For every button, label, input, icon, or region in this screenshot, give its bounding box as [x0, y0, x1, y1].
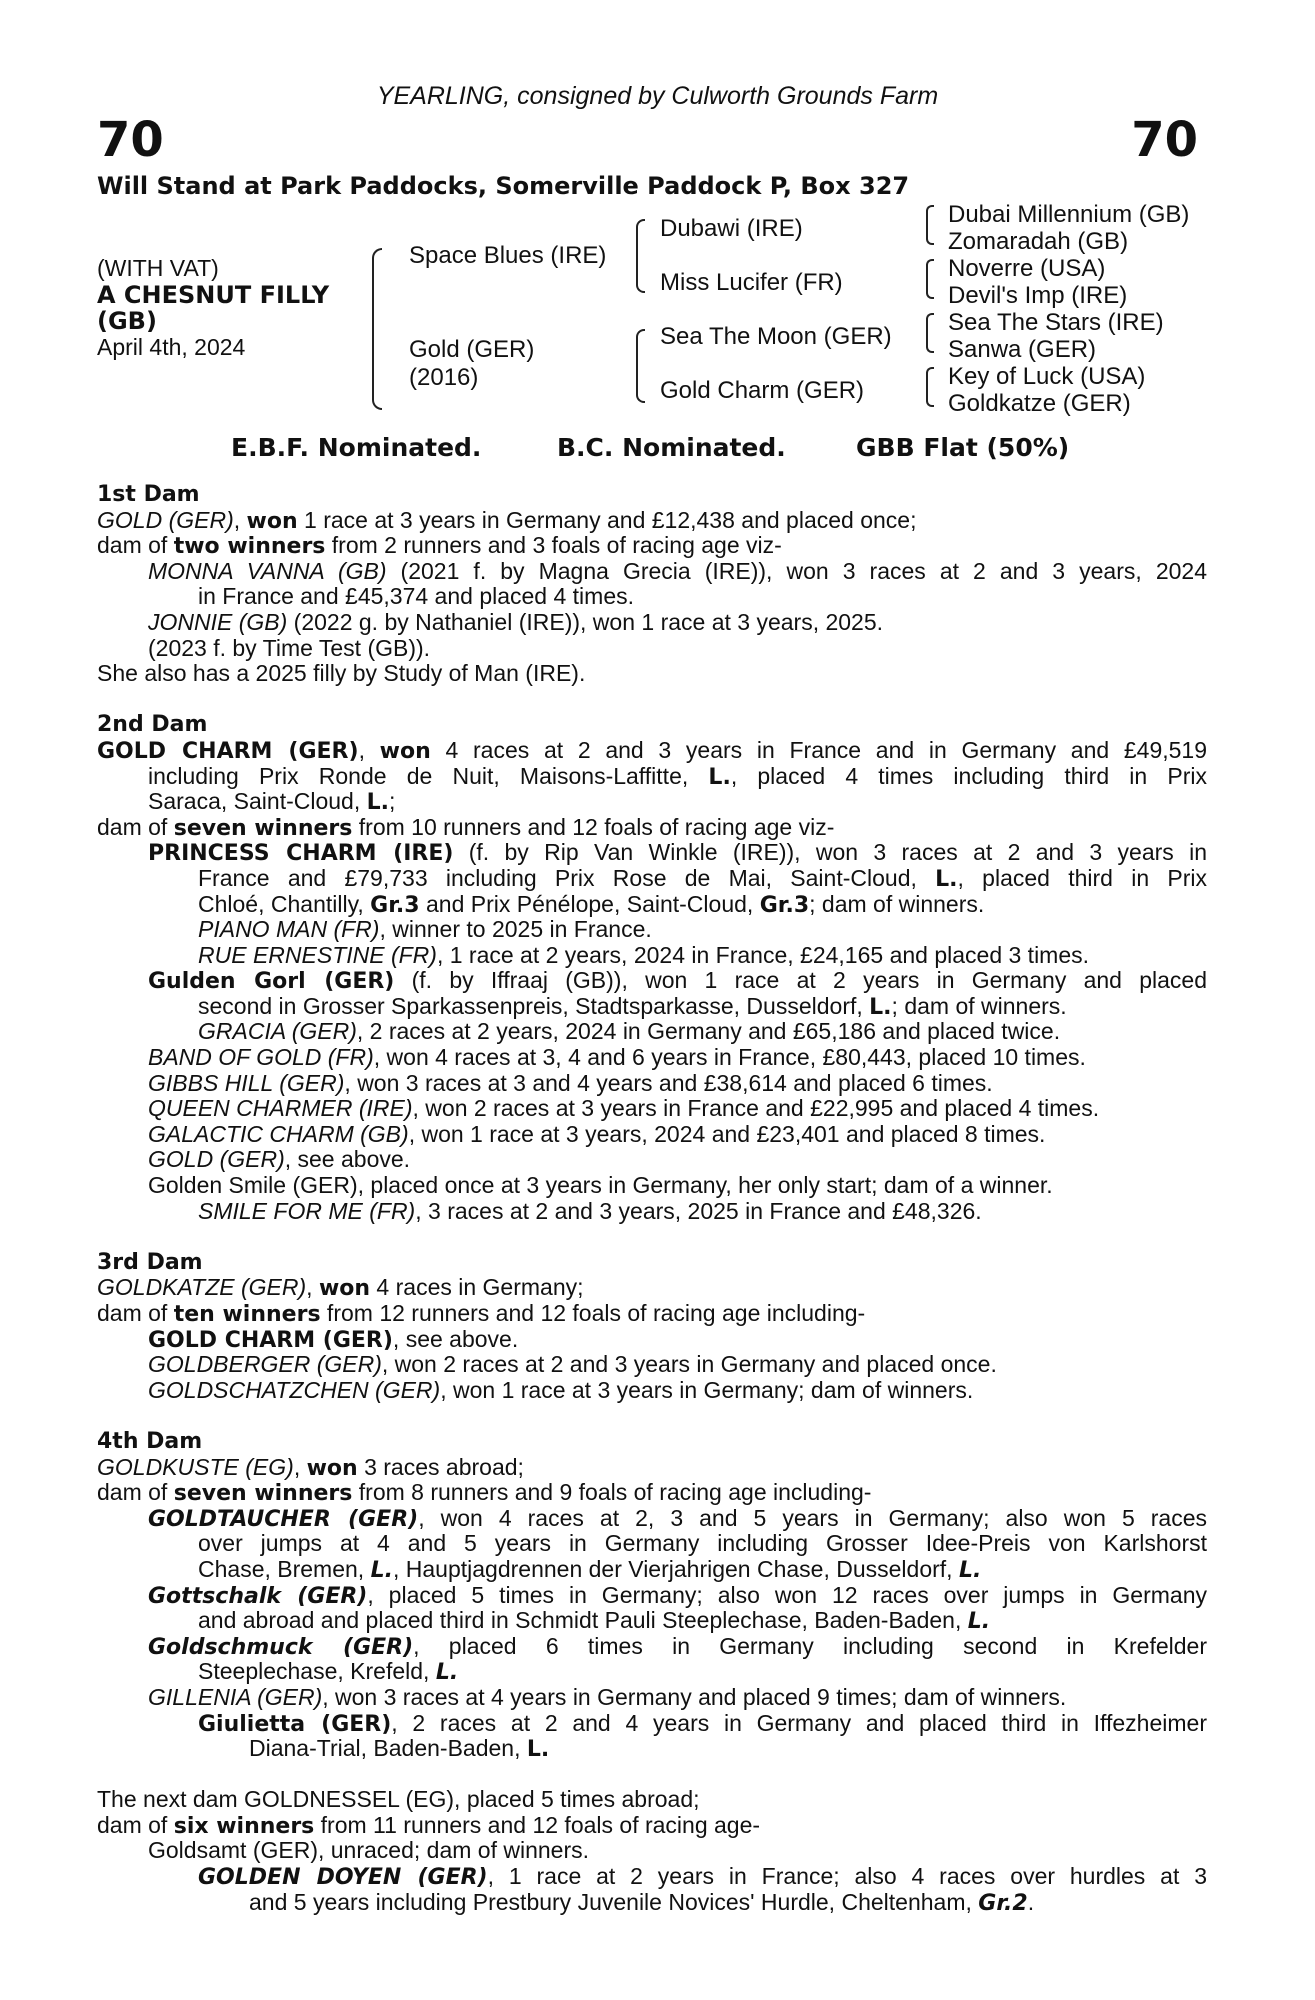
- lot-title-line1: A CHESNUT FILLY: [97, 281, 330, 309]
- record-text: , won 3 races at 4 years in Germany and placed 9 times; dam of winners.: [322, 1683, 1067, 1710]
- record-line: [97, 1122, 1207, 1148]
- record-text: Gr.2: [978, 1890, 1028, 1916]
- record-text: RUE ERNESTINE (FR): [198, 941, 437, 968]
- record-text: Saraca, Saint-Cloud,: [148, 788, 367, 815]
- record-text: GOLDSCHATZCHEN (GER): [148, 1376, 441, 1403]
- record-text: ,: [293, 1453, 307, 1480]
- record-text: dam of: [97, 1300, 174, 1326]
- record-line: [97, 789, 1207, 815]
- pedigree-brace-g4: [926, 367, 934, 407]
- record-text: Gr.3: [370, 892, 420, 918]
- record-line: [97, 636, 1207, 662]
- section-heading: [97, 482, 1207, 508]
- record-text: L.: [708, 764, 731, 790]
- pedigree-g7: Key of Luck (USA): [948, 363, 1146, 390]
- record-line: [97, 1557, 1207, 1583]
- record-text: GOLD CHARM (GER): [97, 738, 359, 764]
- record-line: [97, 1071, 1207, 1097]
- stand-location: Will Stand at Park Paddocks, Somerville Paddock P, Box 327: [97, 172, 910, 200]
- record-line: [97, 1096, 1207, 1122]
- lot-number-right: 70: [1131, 112, 1198, 168]
- record-text: GOLDTAUCHER (GER): [148, 1506, 419, 1532]
- pedigree-g8: Goldkatze (GER): [948, 390, 1131, 417]
- record-text: GOLDKUSTE (EG): [97, 1453, 294, 1480]
- record-text: , placed 5 times in Germany; also won 12 races over jumps in Germany: [367, 1582, 1207, 1608]
- record-line: [97, 1890, 1207, 1916]
- bc-nomination: B.C. Nominated.: [557, 433, 786, 462]
- record-text: 3 races abroad;: [357, 1453, 524, 1480]
- record-text: , won 2 races at 2 and 3 years in Germany and placed once.: [381, 1351, 997, 1378]
- record-line: [97, 1327, 1207, 1353]
- record-text: won: [306, 1455, 358, 1481]
- record-text: from 10 runners and 12 foals of racing age viz-: [352, 813, 835, 840]
- record-line: [97, 738, 1207, 764]
- record-text: , placed 4 times including third in Prix: [730, 763, 1207, 789]
- section-spacer: [97, 687, 1207, 713]
- record-text: , 2 races at 2 and 4 years in Germany and placed third in Iffezheimer: [391, 1710, 1207, 1736]
- record-line: [97, 1199, 1207, 1225]
- lot-number-left: 70: [97, 112, 164, 168]
- record-text: seven winners: [173, 1481, 353, 1507]
- record-line: [97, 1352, 1207, 1378]
- record-line: [97, 1480, 1207, 1506]
- pedigree-dam-year: (2016): [409, 364, 479, 391]
- record-line: [97, 508, 1207, 534]
- record-text: GALACTIC CHARM (GB): [148, 1120, 409, 1147]
- pedigree-sire-dam: Miss Lucifer (FR): [660, 269, 843, 296]
- record-text: dam of: [97, 813, 174, 840]
- record-text: from 8 runners and 9 foals of racing age including-: [352, 1479, 872, 1506]
- record-text: MONNA VANNA (GB): [148, 558, 387, 584]
- record-text: The next dam GOLDNESSEL (EG), placed 5 times abroad;: [97, 1786, 700, 1813]
- record-line: [97, 1019, 1207, 1045]
- record-line: [97, 815, 1207, 841]
- record-text: SMILE FOR ME (FR): [198, 1197, 416, 1224]
- record-text: , won 1 race at 3 years, 2024 and £23,401 and placed 8 times.: [408, 1120, 1046, 1147]
- record-text: 4 races in Germany;: [370, 1274, 584, 1301]
- record-text: PIANO MAN (FR): [198, 916, 380, 943]
- section-heading: [97, 712, 1207, 738]
- pedigree-dam: Gold (GER): [409, 336, 535, 363]
- section-spacer: [97, 1762, 1207, 1788]
- record-text: won: [318, 1276, 371, 1302]
- record-line: [97, 1173, 1207, 1199]
- record-line: [97, 1736, 1207, 1762]
- record-line: [97, 917, 1207, 943]
- record-text: (2022 g. by Nathaniel (IRE)), won 1 race at 3 years, 2025.: [287, 608, 884, 635]
- record-text: ,: [306, 1274, 319, 1301]
- record-line: [97, 1685, 1207, 1711]
- record-text: Gr.3: [759, 892, 810, 918]
- record-text: L.: [366, 790, 390, 816]
- record-line: [97, 968, 1207, 994]
- record-line: [97, 1838, 1207, 1864]
- record-line: [97, 764, 1207, 790]
- record-text: JONNIE (GB): [148, 608, 288, 635]
- pedigree-g6: Sanwa (GER): [948, 336, 1097, 363]
- consignment-line: YEARLING, consigned by Culworth Grounds Farm: [376, 82, 939, 110]
- record-text: from 2 runners and 3 foals of racing age viz-: [325, 532, 782, 559]
- record-text: GOLDKATZE (GER): [97, 1274, 307, 1301]
- record-text: two winners: [173, 534, 326, 560]
- pedigree-brace-g2: [926, 259, 934, 299]
- pedigree-dam-sire: Sea The Moon (GER): [660, 323, 892, 350]
- record-text: (f. by Rip Van Winkle (IRE)), won 3 races at 2 and 3 years in: [453, 840, 1207, 866]
- record-line: [97, 1813, 1207, 1839]
- record-text: Diana-Trial, Baden-Baden,: [249, 1735, 527, 1762]
- foaling-date: April 4th, 2024: [97, 334, 246, 360]
- record-text: GOLD (GER): [148, 1146, 285, 1173]
- record-line: [97, 892, 1207, 918]
- pedigree-dam-dam: Gold Charm (GER): [660, 377, 865, 404]
- record-text: , see above.: [392, 1325, 519, 1352]
- record-text: L.: [526, 1737, 550, 1763]
- record-text: over jumps at 4 and 5 years in Germany including Grosser Idee-Preis von Karlshorst: [198, 1531, 1207, 1557]
- record-text: GOLDEN DOYEN (GER): [198, 1865, 488, 1890]
- record-text: 1st Dam: [97, 482, 200, 507]
- section-heading: [97, 1429, 1207, 1455]
- record-text: Steeplechase, Krefeld,: [198, 1658, 436, 1685]
- record-text: Gottschalk (GER): [148, 1583, 368, 1609]
- record-text: 4 races at 2 and 3 years in France and in Germany and £49,519: [430, 737, 1207, 763]
- record-text: , won 2 races at 3 years in France and £22,995 and placed 4 times.: [412, 1095, 1100, 1122]
- record-text: BAND OF GOLD (FR): [148, 1044, 374, 1071]
- record-line: [97, 1045, 1207, 1071]
- record-text: dam of: [97, 1479, 174, 1506]
- record-text: in France and £45,374 and placed 4 times.: [198, 583, 635, 610]
- record-text: including Prix Ronde de Nuit, Maisons-Laffitte,: [148, 763, 709, 789]
- record-line: [97, 1378, 1207, 1404]
- record-text: 4th Dam: [97, 1428, 203, 1454]
- vat-note: (WITH VAT): [97, 255, 219, 281]
- record-text: Chase, Bremen,: [198, 1555, 371, 1582]
- pedigree-g4: Devil's Imp (IRE): [948, 282, 1128, 309]
- record-text: 1 race at 3 years in Germany and £12,438 and placed once;: [297, 506, 917, 533]
- record-text: , winner to 2025 in France.: [379, 916, 652, 943]
- record-text: (2021 f. by Magna Grecia (IRE)), won 3 races at 2 and 3 years, 2024: [386, 558, 1207, 584]
- record-text: and abroad and placed third in Schmidt Pauli Steeplechase, Baden-Baden,: [198, 1607, 968, 1634]
- record-line: [97, 1864, 1207, 1890]
- record-line: [97, 994, 1207, 1020]
- record-line: [97, 1275, 1207, 1301]
- pedigree-brace-g3: [926, 313, 934, 353]
- record-text: ten winners: [173, 1302, 321, 1327]
- record-line: [97, 1301, 1207, 1327]
- record-text: won: [246, 508, 298, 534]
- pedigree-sire-sire: Dubawi (IRE): [660, 215, 803, 242]
- record-text: L.: [967, 1609, 991, 1635]
- record-text: dam of: [97, 532, 174, 559]
- record-text: 3rd Dam: [97, 1249, 203, 1275]
- record-line: [97, 840, 1207, 866]
- record-text: (f. by Iffraaj (GB)), won 1 race at 2 years in Germany and placed: [394, 968, 1207, 994]
- record-text: Gulden Gorl (GER): [148, 969, 395, 994]
- record-text: GOLD CHARM (GER): [148, 1327, 393, 1353]
- record-text: 2nd Dam: [97, 712, 208, 738]
- record-text: ,: [358, 737, 380, 763]
- record-text: , Hauptjagdrennen der Vierjahrigen Chase, Dusseldorf,: [392, 1555, 959, 1582]
- record-text: GIBBS HILL (GER): [148, 1069, 345, 1096]
- record-line: [97, 1583, 1207, 1609]
- record-text: ; dam of winners.: [891, 992, 1067, 1019]
- pedigree-brace-g1: [926, 205, 934, 245]
- record-text: L.: [935, 866, 958, 892]
- record-text: L.: [869, 994, 892, 1020]
- record-text: GRACIA (GER): [198, 1018, 357, 1045]
- record-text: (2023 f. by Time Test (GB)).: [148, 634, 431, 661]
- record-line: [97, 610, 1207, 636]
- record-line: [97, 1787, 1207, 1813]
- record-line: [97, 1455, 1207, 1481]
- record-text: L.: [435, 1660, 459, 1686]
- record-text: , 3 races at 2 and 3 years, 2025 in France and £48,326.: [415, 1197, 982, 1224]
- record-text: Chloé, Chantilly,: [198, 890, 371, 917]
- record-text: ; dam of winners.: [809, 890, 985, 917]
- record-text: from 11 runners and 12 foals of racing age-: [314, 1811, 761, 1838]
- record-text: and Prix Pénélope, Saint-Cloud,: [419, 890, 760, 917]
- record-line: [97, 1506, 1207, 1532]
- produce-record: [97, 482, 1207, 1915]
- record-text: six winners: [173, 1813, 315, 1839]
- record-text: GOLD (GER): [97, 506, 234, 533]
- record-text: from 12 runners and 12 foals of racing age including-: [320, 1300, 866, 1326]
- lot-title-line2: (GB): [97, 307, 157, 335]
- record-text: She also has a 2025 filly by Study of Man (IRE).: [97, 660, 586, 687]
- record-text: , placed 6 times in Germany including second in Krefelder: [413, 1633, 1207, 1659]
- record-text: , won 3 races at 3 and 4 years and £38,614 and placed 6 times.: [344, 1069, 993, 1096]
- record-line: [97, 533, 1207, 559]
- record-text: GILLENIA (GER): [148, 1683, 323, 1710]
- record-line: [97, 661, 1207, 687]
- record-text: , won 1 race at 3 years in Germany; dam of winners.: [440, 1376, 974, 1403]
- record-text: Golden Smile (GER), placed once at 3 years in Germany, her only start; dam of a winner.: [148, 1172, 1053, 1199]
- record-text: .: [1027, 1888, 1035, 1915]
- record-line: [97, 584, 1207, 610]
- record-text: Goldschmuck (GER): [148, 1634, 414, 1660]
- record-line: [97, 943, 1207, 969]
- record-text: , 2 races at 2 years, 2024 in Germany and £65,186 and placed twice.: [356, 1018, 1061, 1045]
- record-line: [97, 1147, 1207, 1173]
- gbb-flat: GBB Flat (50%): [856, 433, 1070, 462]
- record-text: GOLDBERGER (GER): [148, 1351, 382, 1378]
- pedigree-g1: Dubai Millennium (GB): [948, 201, 1190, 228]
- record-line: [97, 1634, 1207, 1660]
- record-text: Giulietta (GER): [198, 1711, 392, 1737]
- record-line: [97, 1659, 1207, 1685]
- pedigree-g5: Sea The Stars (IRE): [948, 309, 1164, 336]
- pedigree-brace-dam: [636, 329, 645, 403]
- section-spacer: [97, 1403, 1207, 1429]
- record-text: France and £79,733 including Prix Rose de Mai, Saint-Cloud,: [198, 865, 936, 891]
- pedigree-g2: Zomaradah (GB): [948, 228, 1129, 255]
- record-text: ;: [389, 788, 396, 815]
- record-text: ,: [233, 506, 247, 533]
- ebf-nomination: E.B.F. Nominated.: [231, 433, 482, 462]
- section-spacer: [97, 1224, 1207, 1250]
- record-line: [97, 1711, 1207, 1737]
- record-text: L.: [370, 1557, 393, 1583]
- record-text: PRINCESS CHARM (IRE): [148, 841, 454, 866]
- record-line: [97, 1608, 1207, 1634]
- record-text: QUEEN CHARMER (IRE): [148, 1095, 413, 1122]
- record-line: [97, 1531, 1207, 1557]
- record-text: , see above.: [284, 1146, 411, 1173]
- pedigree-g3: Noverre (USA): [948, 255, 1106, 282]
- record-text: and 5 years including Prestbury Juvenile Novices' Hurdle, Cheltenham,: [249, 1888, 979, 1915]
- record-text: won: [379, 738, 431, 764]
- record-text: seven winners: [173, 815, 353, 841]
- record-line: [97, 866, 1207, 892]
- record-text: , 1 race at 2 years, 2024 in France, £24,165 and placed 3 times.: [436, 941, 1090, 968]
- pedigree-brace-main: [372, 248, 382, 410]
- record-text: , won 4 races at 3, 4 and 6 years in France, £80,443, placed 10 times.: [373, 1044, 1086, 1071]
- pedigree-brace-sire: [636, 219, 645, 293]
- record-text: , placed third in Prix: [957, 865, 1207, 891]
- record-line: [97, 559, 1207, 585]
- record-text: Goldsamt (GER), unraced; dam of winners.: [148, 1837, 589, 1864]
- record-text: , won 4 races at 2, 3 and 5 years in Germany; also won 5 races: [418, 1505, 1207, 1531]
- record-text: dam of: [97, 1811, 174, 1838]
- pedigree-sire: Space Blues (IRE): [409, 242, 607, 269]
- record-text: , 1 race at 2 years in France; also 4 races over hurdles at 3: [487, 1864, 1207, 1890]
- record-text: second in Grosser Sparkassenpreis, Stadtsparkasse, Dusseldorf,: [198, 992, 870, 1019]
- section-heading: [97, 1250, 1207, 1276]
- record-text: L.: [958, 1557, 982, 1583]
